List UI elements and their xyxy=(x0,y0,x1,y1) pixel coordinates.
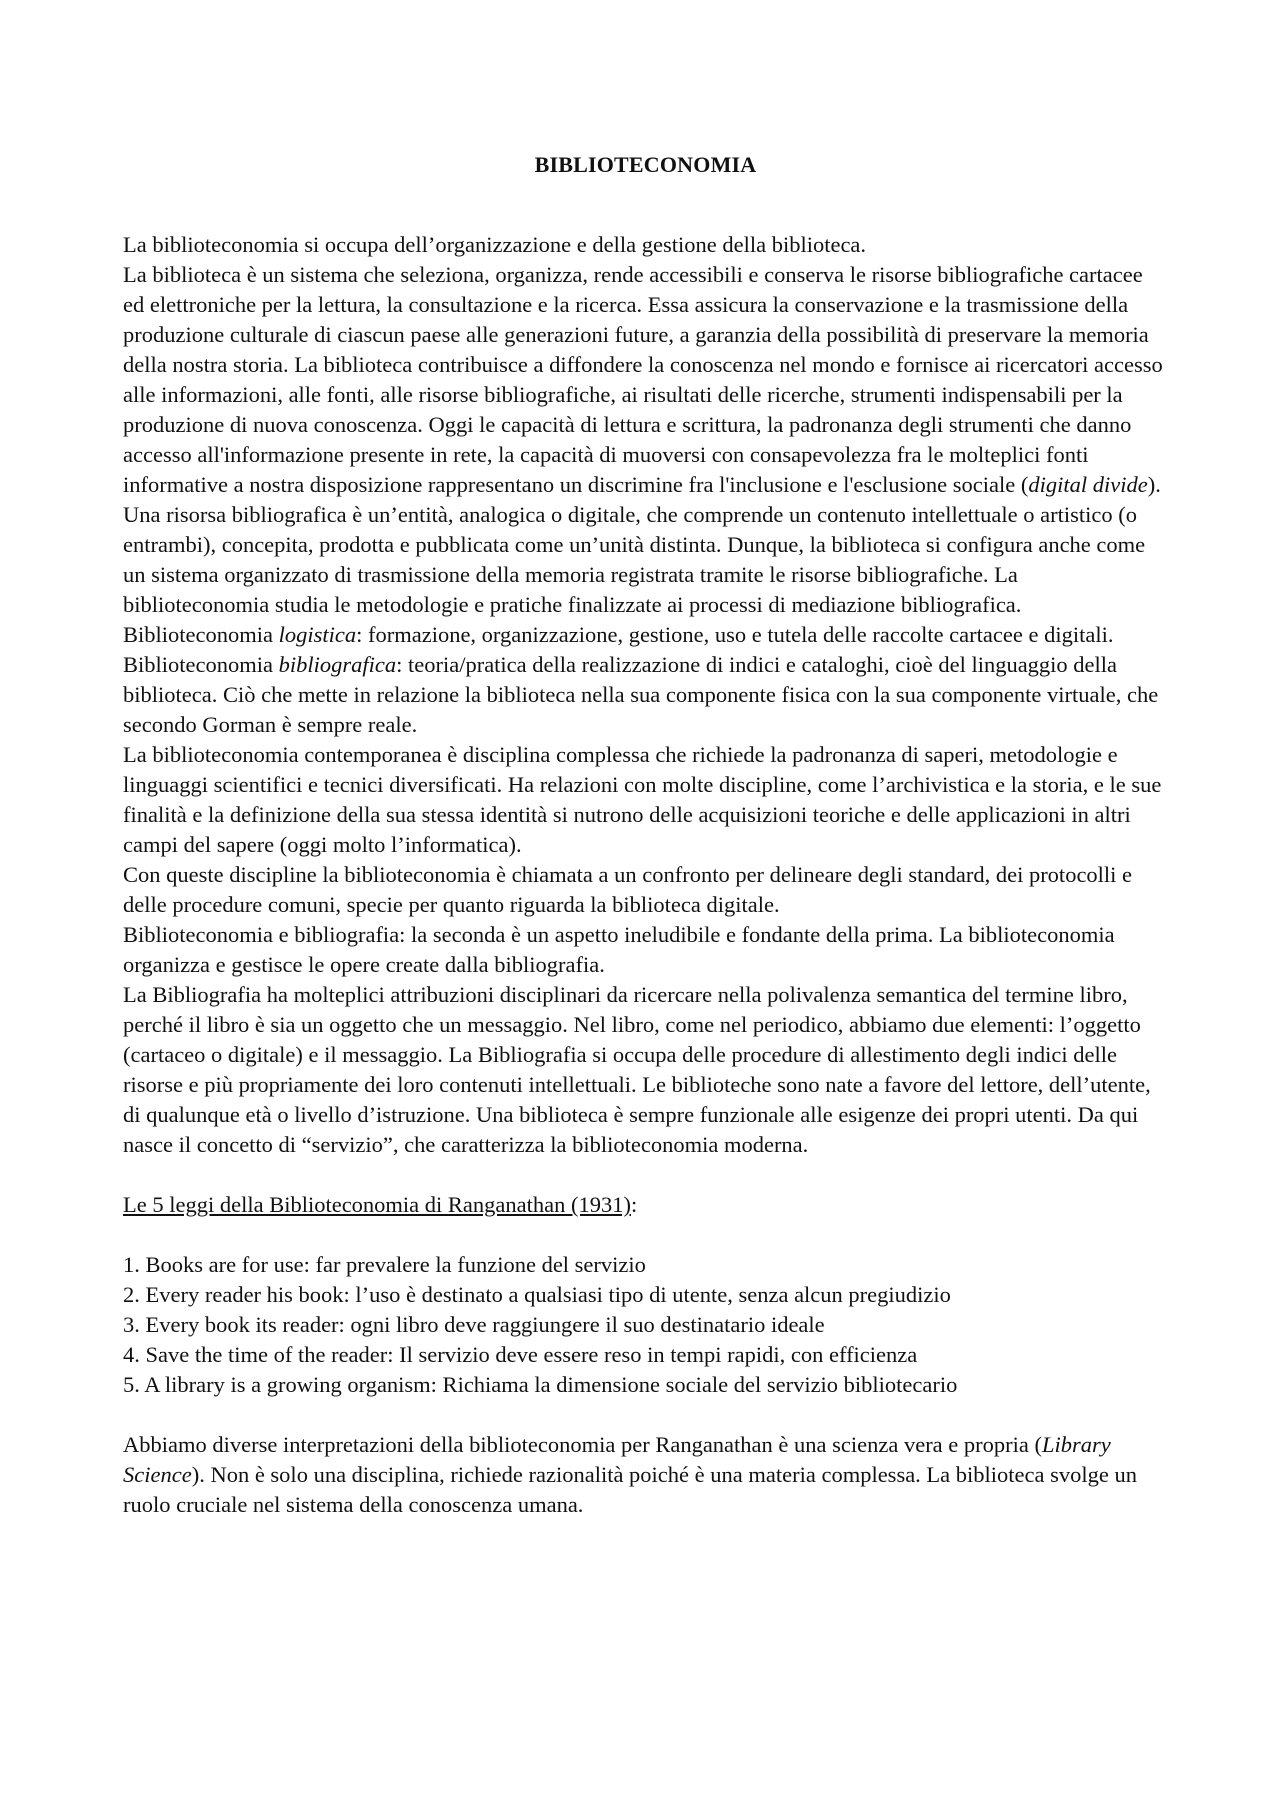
page-title: BIBLIOTECONOMIA xyxy=(534,152,757,177)
italic-term: Library Science xyxy=(123,1432,1111,1487)
laws-heading-colon: : xyxy=(631,1192,638,1217)
list-item: 3. Every book its reader: ogni libro deve raggiungere il suo destinatario ideale xyxy=(123,1312,825,1337)
laws-heading-text: Le 5 leggi della Biblioteconomia di Ranganathan (1931) xyxy=(123,1192,631,1217)
italic-term: bibliografica xyxy=(278,652,397,677)
document-body xyxy=(123,230,1168,1520)
paragraph-bibliografia: Biblioteconomia e bibliografia: la seconda è un aspetto ineludibile e fondante della prima. La biblioteconomia organizza e gestisce le opere create dalla bibliografia. xyxy=(123,922,1115,977)
paragraph-biblioteca xyxy=(123,260,1168,500)
laws-list xyxy=(123,1250,1168,1400)
document-page xyxy=(123,150,1168,1520)
list-item: 2. Every reader his book: l’uso è destinato a qualsiasi tipo di utente, senza alcun pregiudizio xyxy=(123,1282,951,1307)
paragraph-logistica xyxy=(123,620,1168,650)
paragraph-contemporanea: La biblioteconomia contemporanea è disciplina complessa che richiede la padronanza di saperi, metodologie e linguaggi scientifici e tecnici diversificati. Ha relazioni con molte discipline, come l’archivistica e la storia, e le sue finalità e la definizione della sua stessa identità si nutrono delle acquisizioni teoriche e delle applicazioni in altri campi del sapere (oggi molto l’informatica). xyxy=(123,742,1162,857)
paragraph-intro: La biblioteconomia si occupa dell’organizzazione e della gestione della biblioteca. xyxy=(123,232,867,257)
paragraph-text: Biblioteconomia xyxy=(123,652,279,677)
paragraph-text: : teoria/pratica della realizzazione di indici e cataloghi, cioè del linguaggio della biblioteca. Ciò che mette in relazione la biblioteca nella sua componente fisica con la sua componente virtuale, che secondo Gorman è sempre reale. xyxy=(123,652,1159,737)
paragraph-text: Abbiamo diverse interpretazioni della biblioteconomia per Ranganathan è una scienza vera e propria ( xyxy=(123,1432,1042,1457)
paragraph-risorsa: Una risorsa bibliografica è un’entità, analogica o digitale, che comprende un contenuto intellettuale o artistico (o entrambi), concepita, prodotta e pubblicata come un’unità distinta. Dunque, la biblioteca si configura anche come un sistema organizzato di trasmissione della memoria registrata tramite le risorse bibliografiche. La biblioteconomia studia le metodologie e pratiche finalizzate ai processi di mediazione bibliografica. xyxy=(123,502,1146,617)
italic-term: digital divide xyxy=(1028,472,1148,497)
paragraph-bibliografica xyxy=(123,650,1168,740)
list-item: 1. Books are for use: far prevalere la funzione del servizio xyxy=(123,1252,646,1277)
italic-term: logistica xyxy=(278,622,357,647)
spacer xyxy=(123,1400,1168,1430)
paragraph-discipline: Con queste discipline la biblioteconomia è chiamata a un confronto per delineare degli standard, dei protocolli e delle procedure comuni, specie per quanto riguarda la biblioteca digitale. xyxy=(123,862,1133,917)
paragraph-text: ). Non è solo una disciplina, richiede razionalità poiché è una materia complessa. La biblioteca svolge un ruolo cruciale nel sistema della conoscenza umana. xyxy=(123,1462,1137,1517)
paragraph-text: : formazione, organizzazione, gestione, uso e tutela delle raccolte cartacee e digitali. xyxy=(356,622,1114,647)
paragraph-text: ). xyxy=(1147,472,1161,497)
spacer xyxy=(123,1160,1168,1190)
paragraph-interpretazioni xyxy=(123,1430,1168,1520)
paragraph-text: La biblioteca è un sistema che seleziona, organizza, rende accessibili e conserva le risorse bibliografiche cartacee ed elettroniche per la lettura, la consultazione e la ricerca. Essa assicura la conservazione e la trasmissione della produzione culturale di ciascun paese alle generazioni future, a garanzia della possibilità di preservare la memoria della nostra storia. La biblioteca contribuisce a diffondere la conoscenza nel mondo e fornisce ai ricercatori accesso alle informazioni, alle fonti, alle risorse bibliografiche, ai risultati delle ricerche, strumenti indispensabili per la produzione di nuova conoscenza. Oggi le capacità di lettura e scrittura, la padronanza degli strumenti che danno accesso all'informazione presente in rete, la capacità di muoversi con consapevolezza fra le molteplici fonti informative a nostra disposizione rappresentano un discrimine fra l'inclusione e l'esclusione sociale ( xyxy=(123,262,1163,497)
list-item: 5. A library is a growing organism: Richiama la dimensione sociale del servizio bibliotecario xyxy=(123,1372,958,1397)
list-item: 4. Save the time of the reader: Il servizio deve essere reso in tempi rapidi, con efficienza xyxy=(123,1342,918,1367)
spacer xyxy=(123,1220,1168,1250)
paragraph-text: Biblioteconomia xyxy=(123,622,279,647)
laws-heading xyxy=(123,1190,1168,1220)
paragraph-bibliografia-attribuzioni: La Bibliografia ha molteplici attribuzioni disciplinari da ricercare nella polivalenza semantica del termine libro, perché il libro è sia un oggetto che un messaggio. Nel libro, come nel periodico, abbiamo due elementi: l’oggetto (cartaceo o digitale) e il messaggio. La Bibliografia si occupa delle procedure di allestimento degli indici delle risorse e più propriamente dei loro contenuti intellettuali. Le biblioteche sono nate a favore del lettore, dell’utente, di qualunque età o livello d’istruzione. Una biblioteca è sempre funzionale alle esigenze dei propri utenti. Da qui nasce il concetto di “servizio”, che caratterizza la biblioteconomia moderna. xyxy=(123,982,1151,1157)
